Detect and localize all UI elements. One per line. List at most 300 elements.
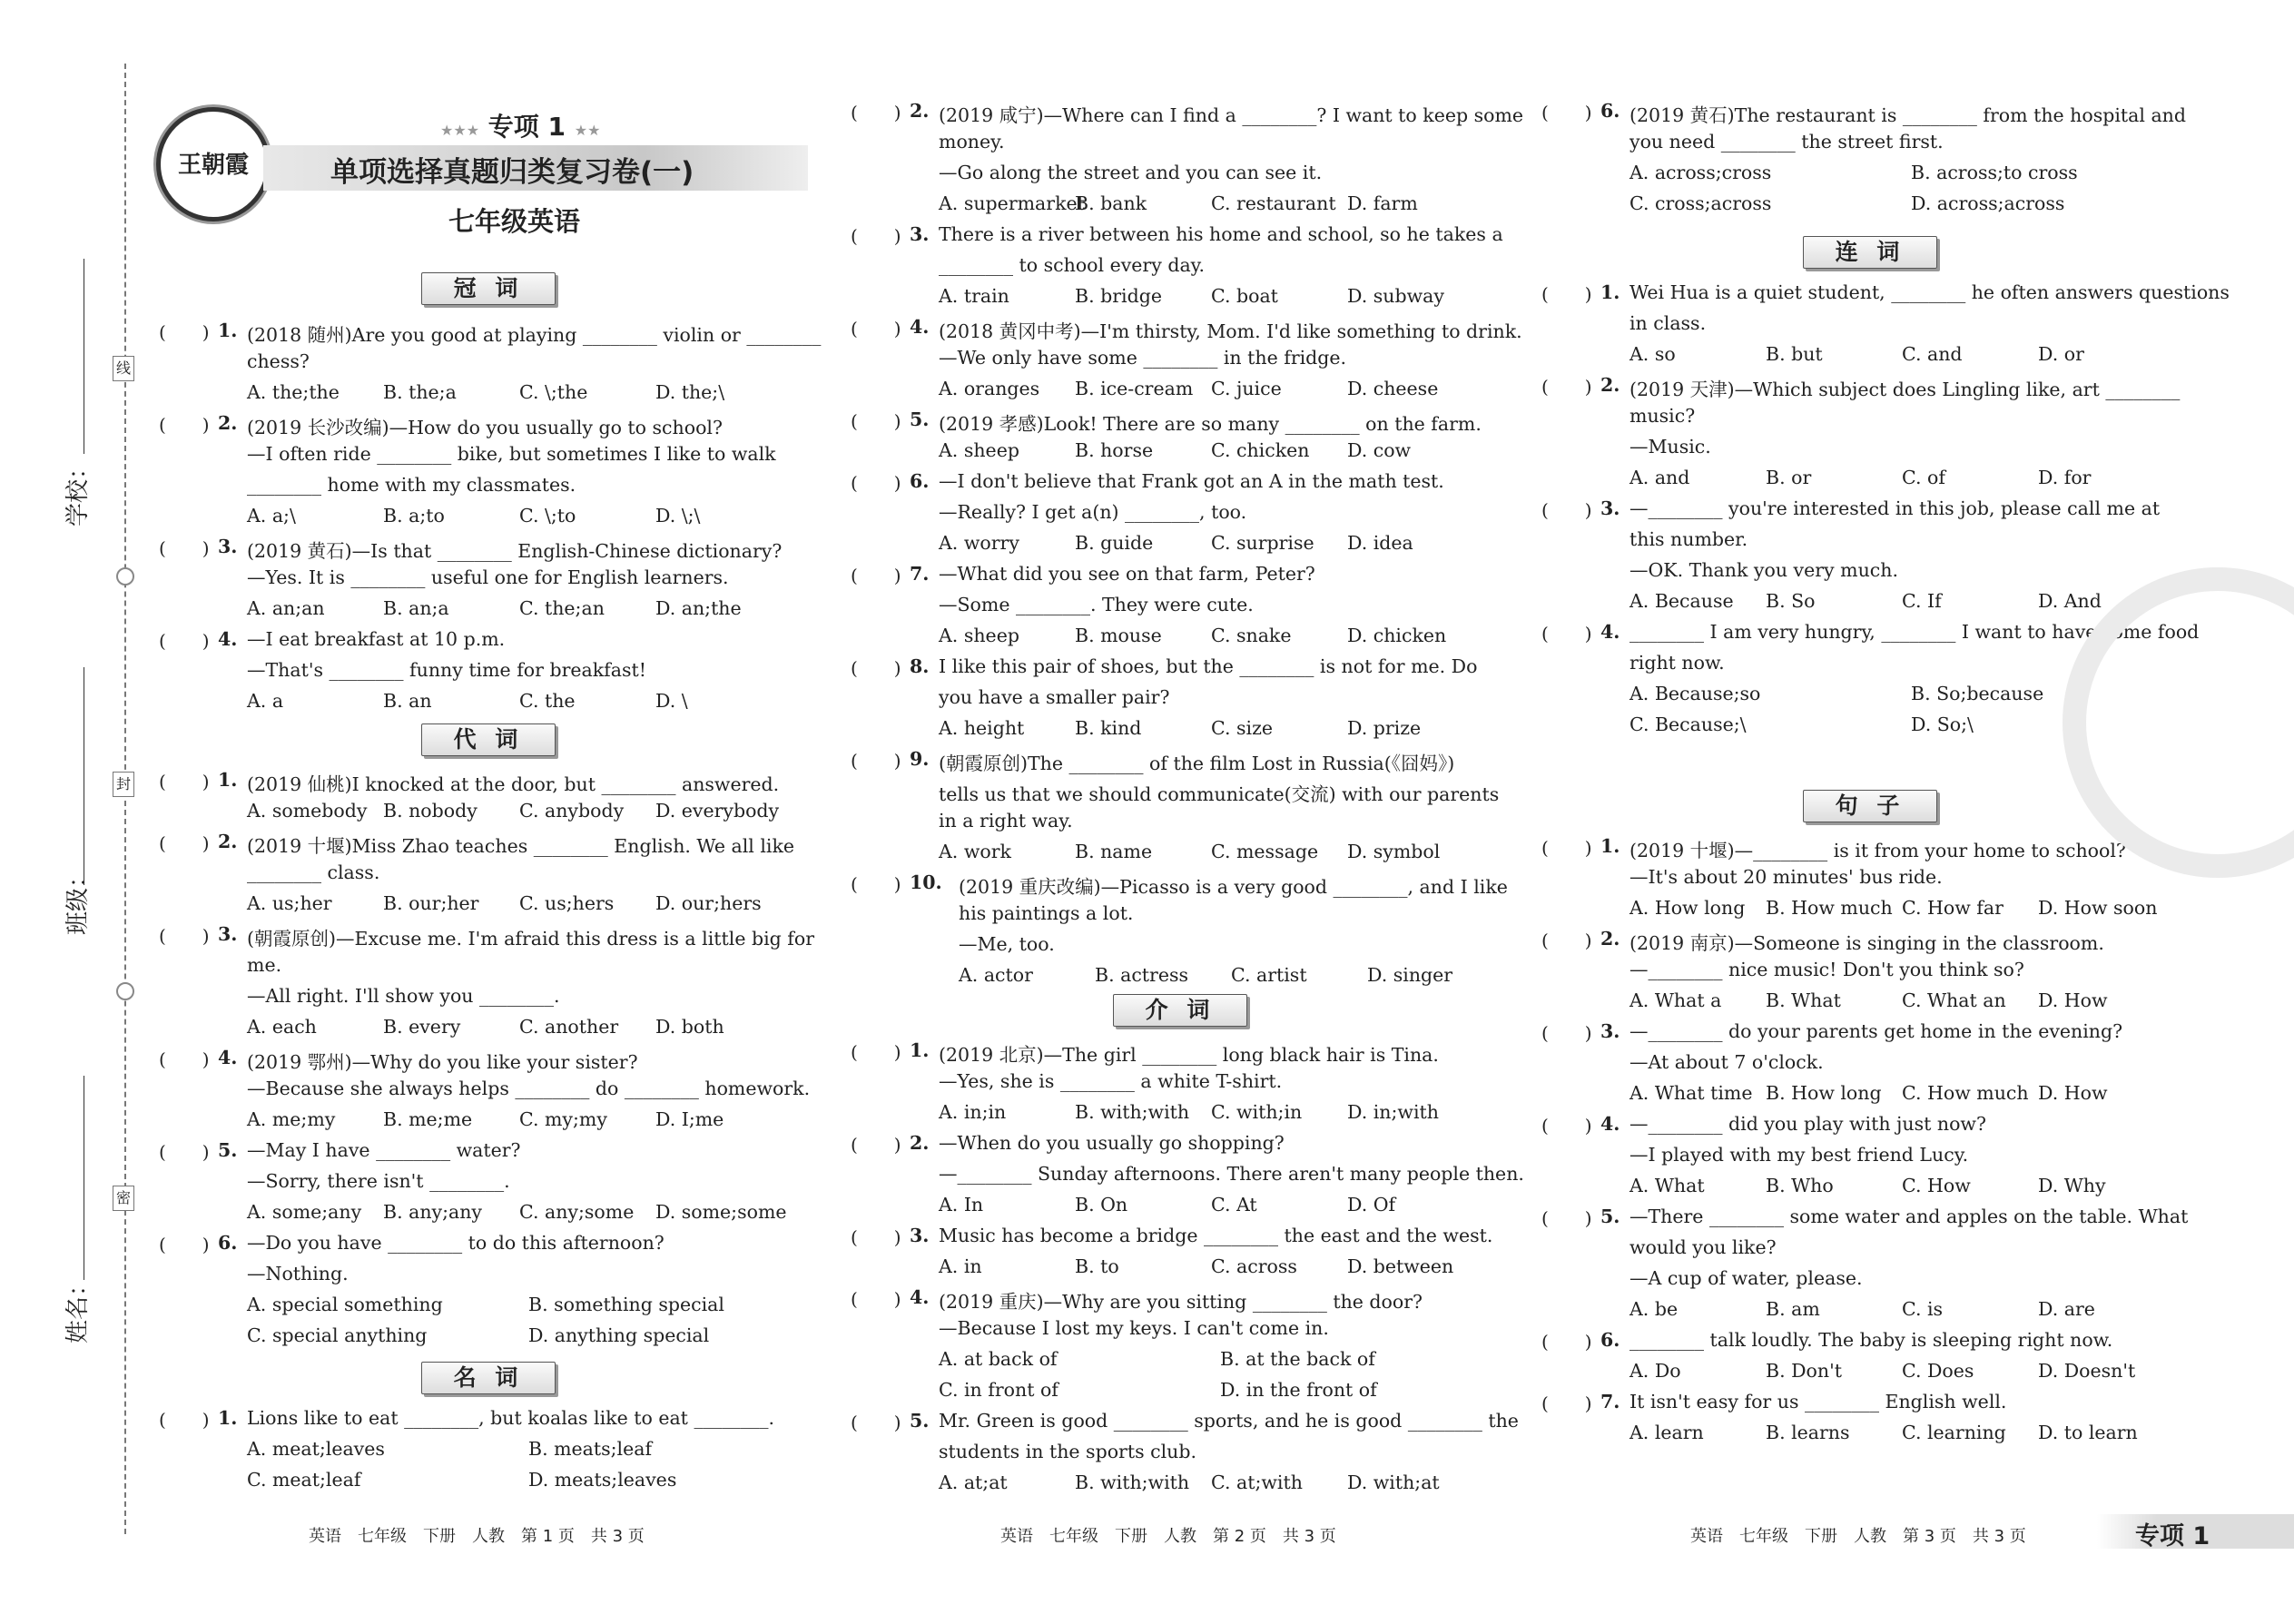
question-text: —There ________ some water and apples on the table. What	[1629, 1206, 2189, 1227]
question-number: 3.	[218, 536, 238, 557]
option: A. a;\	[247, 505, 296, 527]
option: A. meat;leaves	[247, 1438, 385, 1460]
option: D. cheese	[1347, 378, 1439, 399]
question-text: —Yes. It is ________ useful one for English learners.	[247, 566, 729, 588]
star-icon: ★★	[574, 122, 601, 139]
option: B. So	[1766, 590, 1816, 612]
option: B. actress	[1095, 964, 1189, 986]
answer-paren: ( )	[159, 1234, 210, 1255]
option: B. with;with	[1075, 1101, 1190, 1123]
option: B. ice-cream	[1075, 378, 1194, 399]
series-label	[440, 107, 600, 143]
option: B. every	[383, 1016, 461, 1038]
question-number: 2.	[1600, 928, 1620, 950]
cut-label: 密	[113, 1186, 134, 1211]
option: B. but	[1766, 343, 1823, 365]
option: A. at back of	[939, 1348, 1058, 1370]
question-text: ________ to school every day.	[939, 254, 1206, 276]
question-number: 5.	[1600, 1206, 1620, 1227]
question-number: 3.	[1600, 497, 1620, 519]
option: C. artist	[1231, 964, 1307, 986]
answer-paren: ( )	[851, 1134, 901, 1156]
question-text: you have a smaller pair?	[939, 686, 1170, 708]
option: B. mouse	[1075, 625, 1162, 646]
option: B. an;a	[383, 597, 449, 619]
question-text: —At about 7 o'clock.	[1629, 1051, 1824, 1073]
footer-page-2: 英语 七年级 下册 人教 第 2 页 共 3 页	[1000, 1527, 1336, 1546]
option: C. anybody	[519, 800, 625, 822]
question-number: 6.	[910, 470, 930, 492]
question-text: in a right way.	[939, 810, 1073, 832]
option: C. my;my	[519, 1108, 607, 1130]
option: C. meat;leaf	[247, 1469, 361, 1491]
question-text: —________ you're interested in this job, please call me at	[1629, 497, 2161, 519]
cut-label: 线	[113, 356, 134, 381]
option: A. so	[1629, 343, 1676, 365]
option: D. the;\	[655, 381, 725, 403]
question-number: 5.	[218, 1139, 238, 1161]
option: A. sheep	[939, 625, 1019, 646]
option: D. between	[1347, 1255, 1454, 1277]
option: A. supermarket	[939, 192, 1085, 214]
question-text: (2019 天津)—Which subject does Lingling like, art ________	[1629, 379, 2181, 400]
answer-paren: ( )	[1541, 1022, 1592, 1044]
question-text: —We only have some ________ in the fridge.	[939, 347, 1347, 369]
option: B. How long	[1766, 1082, 1882, 1104]
option: B. our;her	[383, 892, 479, 914]
footer-badge-text: 专项 1	[2135, 1522, 2210, 1550]
question-number: 1.	[1600, 281, 1620, 303]
option: D. subway	[1347, 285, 1444, 307]
question-number: 1.	[218, 320, 238, 341]
option: D. How soon	[2038, 897, 2158, 919]
question-text: —Some ________. They were cute.	[939, 594, 1254, 615]
class-label: 班级：	[64, 863, 92, 935]
option: C. any;some	[519, 1201, 635, 1223]
option: C. Because;\	[1629, 714, 1747, 735]
option: D. meats;leaves	[528, 1469, 677, 1491]
answer-paren: ( )	[1541, 283, 1592, 305]
option: D. And	[2038, 590, 2102, 612]
option: D. prize	[1347, 717, 1422, 739]
question-number: 4.	[218, 628, 238, 650]
option: B. an	[383, 690, 432, 712]
answer-paren: ( )	[159, 321, 210, 343]
logo	[156, 107, 271, 221]
option: A. What a	[1629, 989, 1722, 1011]
option: D. are	[2038, 1298, 2095, 1320]
question-number: 2.	[218, 831, 238, 852]
option: B. any;any	[383, 1201, 483, 1223]
cut-label: 封	[113, 772, 134, 797]
option: C. special anything	[247, 1324, 428, 1346]
option: D. anything special	[528, 1324, 710, 1346]
question-text: right now.	[1629, 652, 1725, 674]
option: A. How long	[1629, 897, 1746, 919]
answer-paren: ( )	[851, 750, 901, 772]
option: B. across;to cross	[1911, 162, 2078, 183]
option: A. be	[1629, 1298, 1679, 1320]
option: B. kind	[1075, 717, 1142, 739]
question-number: 1.	[218, 769, 238, 791]
question-number: 5.	[910, 1410, 930, 1432]
option: C. What an	[1902, 989, 2006, 1011]
option: D. in;with	[1347, 1101, 1439, 1123]
question-text: his paintings a lot.	[959, 902, 1134, 924]
option: C. restaurant	[1211, 192, 1336, 214]
question-number: 4.	[910, 1286, 930, 1308]
option: A. us;her	[247, 892, 332, 914]
answer-paren: ( )	[1541, 1331, 1592, 1353]
option: C. cross;across	[1629, 192, 1772, 214]
option: B. meats;leaf	[528, 1438, 653, 1460]
option: C. learning	[1902, 1422, 2006, 1443]
option: C. size	[1211, 717, 1273, 739]
question-number: 6.	[218, 1232, 238, 1254]
option: C. is	[1902, 1298, 1944, 1320]
question-number: 10.	[910, 871, 942, 893]
question-number: 4.	[1600, 1113, 1620, 1135]
option: A. height	[939, 717, 1025, 739]
option: C. of	[1902, 467, 1945, 488]
answer-paren: ( )	[1541, 623, 1592, 645]
option: C. At	[1211, 1194, 1257, 1216]
answer-paren: ( )	[851, 102, 901, 123]
question-number: 3.	[218, 923, 238, 945]
option: B. something special	[528, 1294, 724, 1315]
star-icon: ★★★	[440, 122, 480, 139]
question-text: Music has become a bridge ________ the east and the west.	[939, 1225, 1493, 1246]
question-text: —Nothing.	[247, 1263, 349, 1284]
option: B. learns	[1766, 1422, 1850, 1443]
option: D. with;at	[1347, 1471, 1440, 1493]
question-number: 4.	[218, 1047, 238, 1068]
option: B. What	[1766, 989, 1841, 1011]
option: C. with;in	[1211, 1101, 1303, 1123]
question-text: —Do you have ________ to do this afternoon?	[247, 1232, 665, 1254]
question-text: (2019 咸宁)—Where can I find a ________? I want to keep some	[939, 104, 1524, 126]
answer-paren: ( )	[1541, 102, 1592, 123]
option: A. the;the	[247, 381, 340, 403]
question-number: 7.	[1600, 1391, 1620, 1412]
option: A. actor	[959, 964, 1033, 986]
option: B. nobody	[383, 800, 478, 822]
option: D. for	[2038, 467, 2092, 488]
option: D. both	[655, 1016, 724, 1038]
binding-line	[124, 64, 126, 1534]
option: B. am	[1766, 1298, 1820, 1320]
option: C. How far	[1902, 897, 2004, 919]
option: A. across;cross	[1629, 162, 1772, 183]
option: D. \	[655, 690, 688, 712]
question-text: —Music.	[1629, 436, 1711, 458]
section-conjunctions: 连 词	[1803, 236, 1937, 269]
option: D. across;across	[1911, 192, 2065, 214]
answer-paren: ( )	[159, 832, 210, 854]
question-text: chess?	[247, 350, 310, 372]
question-text: —________ did you play with just now?	[1629, 1113, 1986, 1135]
option: C. \;the	[519, 381, 588, 403]
option: C. surprise	[1211, 532, 1314, 554]
question-text: (2019 南京)—Someone is singing in the classroom.	[1629, 932, 2104, 954]
option: B. So;because	[1911, 683, 2044, 704]
option: D. chicken	[1347, 625, 1447, 646]
question-text: students in the sports club.	[939, 1441, 1196, 1462]
question-text: ________ talk loudly. The baby is sleeping right now.	[1629, 1329, 2113, 1351]
option: A. in;in	[939, 1101, 1007, 1123]
answer-paren: ( )	[851, 1226, 901, 1248]
option: D. to learn	[2038, 1422, 2138, 1443]
answer-paren: ( )	[159, 1048, 210, 1070]
option: C. us;hers	[519, 892, 615, 914]
option: B. with;with	[1075, 1471, 1190, 1493]
answer-paren: ( )	[1541, 930, 1592, 951]
question-text: —What did you see on that farm, Peter?	[939, 563, 1315, 585]
option: D. in the front of	[1220, 1379, 1377, 1401]
question-text: (朝霞原创)—Excuse me. I'm afraid this dress is a little big for	[247, 928, 815, 950]
question-text: music?	[1629, 405, 1696, 427]
option: B. to	[1075, 1255, 1119, 1277]
option: C. chicken	[1211, 439, 1310, 461]
question-text: ________ home with my classmates.	[247, 474, 576, 496]
logo-text: 王朝霞	[177, 152, 249, 179]
question-number: 2.	[910, 1132, 930, 1154]
option: C. boat	[1211, 285, 1278, 307]
answer-paren: ( )	[851, 1288, 901, 1310]
option: B. at the back of	[1220, 1348, 1375, 1370]
option: D. idea	[1347, 532, 1413, 554]
option: B. me;me	[383, 1108, 473, 1130]
option: C. across	[1211, 1255, 1297, 1277]
question-text: Lions like to eat ________, but koalas like to eat ________.	[247, 1407, 774, 1429]
question-text: (2018 随州)Are you good at playing ________ violin or ________	[247, 324, 822, 346]
question-text: (2019 重庆)—Why are you sitting ________ the door?	[939, 1291, 1423, 1313]
question-text: —I eat breakfast at 10 p.m.	[247, 628, 506, 650]
option: A. me;my	[247, 1108, 336, 1130]
option: C. and	[1902, 343, 1963, 365]
answer-paren: ( )	[1541, 1115, 1592, 1137]
option: B. or	[1766, 467, 1812, 488]
answer-paren: ( )	[851, 1412, 901, 1433]
option: A. In	[939, 1194, 984, 1216]
option: B. the;a	[383, 381, 457, 403]
option: C. at;with	[1211, 1471, 1303, 1493]
option: B. bank	[1075, 192, 1147, 214]
page-title: 单项选择真题归类复习卷(一)	[330, 156, 694, 189]
option: D. symbol	[1347, 841, 1441, 862]
option: D. cow	[1347, 439, 1412, 461]
binding-hole	[116, 567, 134, 586]
option: A. somebody	[247, 800, 368, 822]
option: A. worry	[939, 532, 1019, 554]
question-text: —I don't believe that Frank got an A in the math test.	[939, 470, 1444, 492]
question-text: Wei Hua is a quiet student, ________ he often answers questions	[1629, 281, 2230, 303]
option: A. special something	[247, 1294, 443, 1315]
option: A. each	[247, 1016, 317, 1038]
question-number: 2.	[1600, 374, 1620, 396]
option: A. at;at	[939, 1471, 1008, 1493]
option: A. in	[939, 1255, 982, 1277]
answer-paren: ( )	[851, 873, 901, 895]
question-text: —________ do your parents get home in the evening?	[1629, 1020, 2123, 1042]
option: A. work	[939, 841, 1011, 862]
question-number: 1.	[1600, 835, 1620, 857]
option: C. another	[519, 1016, 619, 1038]
question-text: ________ class.	[247, 861, 380, 883]
answer-paren: ( )	[1541, 376, 1592, 398]
page-subtitle: 七年级英语	[448, 206, 581, 237]
answer-paren: ( )	[851, 657, 901, 679]
answer-paren: ( )	[851, 472, 901, 494]
option: C. How	[1902, 1175, 1971, 1196]
option: A. Do	[1629, 1360, 1681, 1382]
question-text: (2019 仙桃)I knocked at the door, but ________ answered.	[247, 773, 780, 795]
watermark-circle	[2063, 567, 2294, 878]
question-number: 5.	[910, 408, 930, 430]
question-text: (2019 黄石)The restaurant is ________ from the hospital and	[1629, 104, 2187, 126]
question-text: me.	[247, 954, 282, 976]
question-number: 1.	[218, 1407, 238, 1429]
answer-paren: ( )	[159, 414, 210, 436]
answer-paren: ( )	[159, 630, 210, 652]
answer-paren: ( )	[851, 565, 901, 586]
option: A. What	[1629, 1175, 1705, 1196]
answer-paren: ( )	[1541, 499, 1592, 521]
option: D. I;me	[655, 1108, 724, 1130]
question-text: —Yes, she is ________ a white T-shirt.	[939, 1070, 1283, 1092]
question-text: —It's about 20 minutes' bus ride.	[1629, 866, 1943, 888]
option: D. everybody	[655, 800, 780, 822]
name-label: 姓名：	[64, 1272, 92, 1343]
section-sentences: 句 子	[1803, 790, 1937, 822]
option: C. How much	[1902, 1082, 2029, 1104]
answer-paren: ( )	[1541, 1207, 1592, 1229]
question-number: 3.	[910, 1225, 930, 1246]
question-number: 2.	[218, 412, 238, 434]
option: A. Because	[1629, 590, 1734, 612]
option: B. On	[1075, 1194, 1128, 1216]
option: C. the	[519, 690, 576, 712]
series-text: 专项 1	[487, 112, 566, 142]
option: D. \;\	[655, 505, 701, 527]
question-text: Mr. Green is good ________ sports, and he is good ________ the	[939, 1410, 1519, 1432]
option: C. snake	[1211, 625, 1292, 646]
option: B. Who	[1766, 1175, 1834, 1196]
question-number: 9.	[910, 748, 930, 770]
answer-paren: ( )	[1541, 1393, 1592, 1414]
option: C. \;to	[519, 505, 576, 527]
option: A. some;any	[247, 1201, 362, 1223]
question-text: It isn't easy for us ________ English well.	[1629, 1391, 2007, 1412]
question-text: would you like?	[1629, 1236, 1777, 1258]
answer-paren: ( )	[851, 225, 901, 247]
answer-paren: ( )	[159, 1141, 210, 1163]
option: B. horse	[1075, 439, 1154, 461]
option: D. Of	[1347, 1194, 1396, 1216]
question-text: —________ Sunday afternoons. There aren't many people then.	[939, 1163, 1524, 1185]
question-text: —When do you usually go shopping?	[939, 1132, 1285, 1154]
question-text: —A cup of water, please.	[1629, 1267, 1863, 1289]
option: D. singer	[1367, 964, 1453, 986]
question-text: There is a river between his home and school, so he takes a	[939, 223, 1503, 245]
option: D. Doesn't	[2038, 1360, 2136, 1382]
binding-hole	[116, 982, 134, 1000]
option: A. Because;so	[1629, 683, 1761, 704]
question-number: 7.	[910, 563, 930, 585]
question-number: 1.	[910, 1039, 930, 1061]
answer-paren: ( )	[159, 1409, 210, 1431]
question-number: 4.	[910, 316, 930, 338]
option: A. sheep	[939, 439, 1019, 461]
option: A. train	[939, 285, 1009, 307]
answer-paren: ( )	[851, 410, 901, 432]
option: C. Does	[1902, 1360, 1974, 1382]
option: C. message	[1211, 841, 1319, 862]
option: D. So;\	[1911, 714, 1974, 735]
question-text: —I played with my best friend Lucy.	[1629, 1144, 1969, 1166]
question-number: 2.	[910, 100, 930, 122]
question-number: 8.	[910, 655, 930, 677]
question-text: (2019 十堰)Miss Zhao teaches ________ English. We all like	[247, 835, 794, 857]
option: B. a;to	[383, 505, 445, 527]
option: D. farm	[1347, 192, 1418, 214]
question-text: (2019 黄石)—Is that ________ English-Chinese dictionary?	[247, 540, 783, 562]
option: A. and	[1629, 467, 1690, 488]
question-text: (2018 黄冈中考)—I'm thirsty, Mom. I'd like something to drink.	[939, 320, 1522, 342]
question-text: —Sorry, there isn't ________.	[247, 1170, 510, 1192]
answer-paren: ( )	[159, 537, 210, 559]
question-text: (2019 长沙改编)—How do you usually go to school?	[247, 417, 723, 438]
footer-page-1: 英语 七年级 下册 人教 第 1 页 共 3 页	[309, 1527, 645, 1546]
question-text: —All right. I'll show you ________.	[247, 985, 560, 1007]
footer-page-3: 英语 七年级 下册 人教 第 3 页 共 3 页	[1690, 1527, 2026, 1546]
question-text: this number.	[1629, 528, 1748, 550]
question-text: I like this pair of shoes, but the ________ is not for me. Do	[939, 655, 1478, 677]
option: D. or	[2038, 343, 2084, 365]
question-text: (2019 鄂州)—Why do you like your sister?	[247, 1051, 638, 1073]
option: A. an;an	[247, 597, 325, 619]
question-text: —Because she always helps ________ do ________ homework.	[247, 1078, 811, 1099]
option: D. Why	[2038, 1175, 2106, 1196]
question-text: in class.	[1629, 312, 1707, 334]
question-number: 6.	[1600, 100, 1620, 122]
option: B. How much	[1766, 897, 1893, 919]
option: D. How	[2038, 989, 2108, 1011]
question-text: (朝霞原创)The ________ of the film Lost in Russia(《囧妈》)	[939, 753, 1455, 774]
question-text: —OK. Thank you very much.	[1629, 559, 1898, 581]
section-nouns: 名 词	[421, 1362, 556, 1394]
section-prepositions: 介 词	[1113, 994, 1247, 1027]
option: D. some;some	[655, 1201, 787, 1223]
question-text: you need ________ the street first.	[1629, 131, 1944, 153]
option: C. juice	[1211, 378, 1282, 399]
option: B. guide	[1075, 532, 1154, 554]
question-number: 4.	[1600, 621, 1620, 643]
option: A. What time	[1629, 1082, 1753, 1104]
answer-paren: ( )	[159, 925, 210, 947]
question-text: ________ I am very hungry, ________ I want to have some food	[1629, 621, 2200, 643]
question-text: (2019 孝感)Look! There are so many ________ on the farm.	[939, 413, 1482, 435]
question-text: —Because I lost my keys. I can't come in.	[939, 1317, 1329, 1339]
question-number: 3.	[910, 223, 930, 245]
question-text: —________ nice music! Don't you think so?	[1629, 959, 2024, 980]
section-pronouns: 代 词	[421, 723, 556, 756]
option: D. an;the	[655, 597, 742, 619]
answer-paren: ( )	[159, 771, 210, 792]
school-label: 学校：	[64, 455, 92, 527]
question-text: (2019 重庆改编)—Picasso is a very good ________, and I like	[959, 876, 1508, 898]
question-text: —Go along the street and you can see it.	[939, 162, 1323, 183]
